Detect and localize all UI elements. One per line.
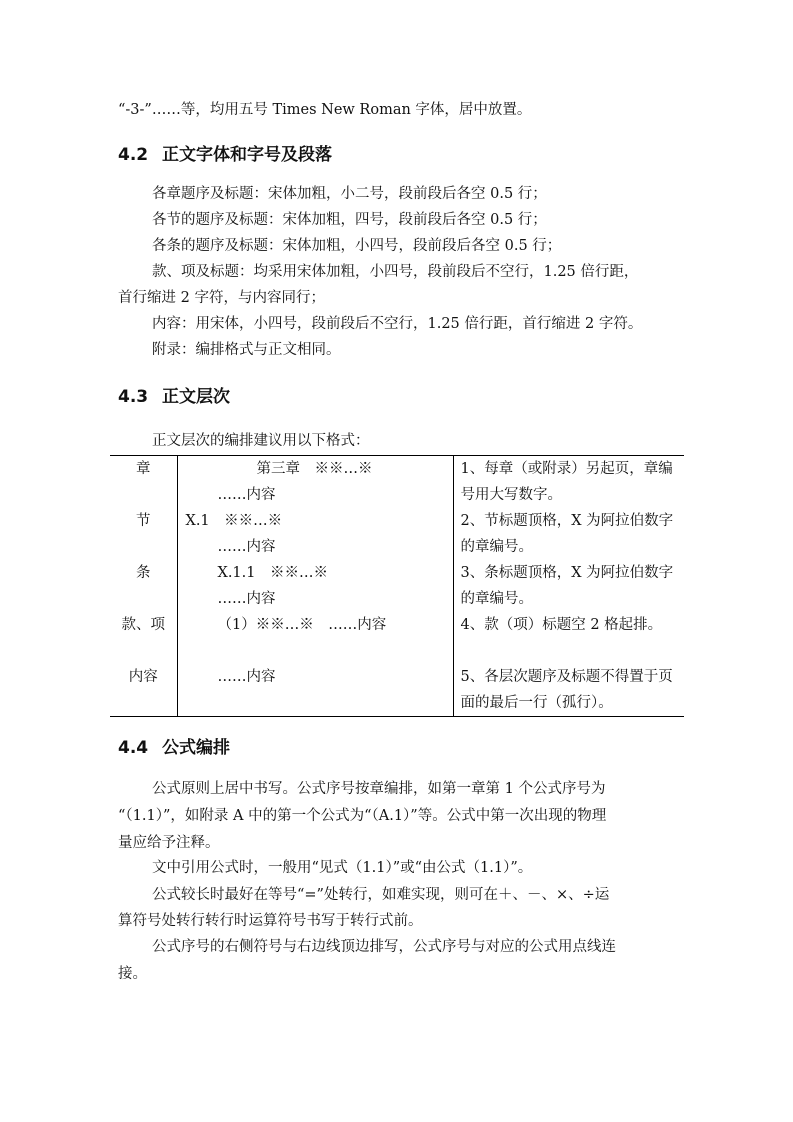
format-cell — [177, 612, 453, 664]
note-cell: 5、各层次题序及标题不得置于页面的最后一行（孤行）。 — [453, 664, 684, 717]
level-cell: 节 — [110, 508, 177, 560]
section-title: 公式编排 — [162, 738, 230, 758]
format-line: X.1.1 ※※…※ — [217, 565, 328, 581]
section-title: 正文字体和字号及段落 — [162, 145, 332, 165]
paragraph-line: 首行缩进 2 字符，与内容同行； — [118, 290, 325, 306]
spacer — [178, 638, 453, 664]
section-number: 4.4 — [118, 738, 149, 758]
paragraph-line: 文中引用公式时，一般用“见式（1.1）”或“由公式（1.1）”。 — [152, 860, 533, 876]
format-line: ……内容 — [217, 487, 276, 503]
paragraph-line: 各条的题序及标题：宋体加粗，小四号，段前段后各空 0.5 行； — [152, 238, 562, 254]
table-row — [110, 612, 684, 664]
section-number: 4.3 — [118, 387, 149, 407]
level-cell: 条 — [110, 560, 177, 612]
paragraph-line: 款、项及标题：均采用宋体加粗，小四号，段前段后不空行，1.25 倍行距， — [152, 264, 639, 280]
paragraph-line: 各节的题序及标题：宋体加粗，四号，段前段后各空 0.5 行； — [152, 212, 547, 228]
format-cell — [177, 664, 453, 717]
intro-line: “-3-”……等，均用五号 Times New Roman 字体，居中放置。 — [118, 102, 532, 118]
table-row — [110, 560, 684, 612]
paragraph-line: 公式序号的右侧符号与右边线顶边排写，公式序号与对应的公式用点线连 — [152, 939, 616, 955]
format-line: ……内容 — [217, 591, 276, 607]
section-title: 正文层次 — [162, 387, 230, 407]
table-row — [110, 456, 684, 509]
format-cell — [177, 560, 453, 612]
section-heading-4-3 — [118, 385, 230, 409]
format-cell — [177, 456, 453, 509]
format-line: ……内容 — [217, 669, 276, 685]
section-heading-4-2 — [118, 143, 332, 167]
format-cell — [177, 508, 453, 560]
paragraph-line: 公式原则上居中书写。公式序号按章编排，如第一章第 1 个公式序号为 — [152, 781, 606, 797]
format-line: 第三章 ※※…※ — [256, 461, 373, 477]
table-row — [110, 508, 684, 560]
section-number: 4.2 — [118, 145, 149, 165]
format-line: X.1 ※※…※ — [185, 513, 283, 529]
paragraph-line: 接。 — [118, 966, 147, 982]
hierarchy-format-table — [110, 455, 684, 717]
table-row — [110, 664, 684, 717]
paragraph-line: 量应给予注释。 — [118, 835, 220, 851]
format-line: ……内容 — [217, 539, 276, 555]
format-line: （1）※※…※ ……内容 — [217, 617, 387, 633]
paragraph-line: 内容：用宋体，小四号，段前段后不空行，1.25 倍行距，首行缩进 2 字符。 — [152, 316, 643, 332]
section-heading-4-4 — [118, 736, 230, 760]
note-cell: 1、每章（或附录）另起页，章编号用大写数字。 — [453, 456, 684, 509]
table-intro: 正文层次的编排建议用以下格式： — [152, 433, 370, 449]
note-cell: 4、款（项）标题空 2 格起排。 — [460, 617, 663, 633]
note-cell: 3、条标题顶格，X 为阿拉伯数字的章编号。 — [460, 565, 674, 607]
level-cell: 章 — [110, 456, 177, 509]
note-cell: 2、节标题顶格，X 为阿拉伯数字的章编号。 — [460, 513, 674, 555]
level-cell: 款、项 — [110, 612, 177, 664]
paragraph-line: 算符号处转行转行时运算符号书写于转行式前。 — [118, 913, 423, 929]
paragraph-line: 各章题序及标题：宋体加粗，小二号，段前段后各空 0.5 行； — [152, 186, 547, 202]
paragraph-line: 附录：编排格式与正文相同。 — [152, 342, 341, 358]
spacer — [178, 690, 453, 716]
level-cell: 内容 — [110, 664, 177, 717]
paragraph-line: “（1.1）”，如附录 A 中的第一个公式为“（A.1）”等。公式中第一次出现的物理 — [118, 808, 607, 824]
paragraph-line: 公式较长时最好在等号“=”处转行，如难实现，则可在＋、－、×、÷运 — [152, 887, 610, 903]
